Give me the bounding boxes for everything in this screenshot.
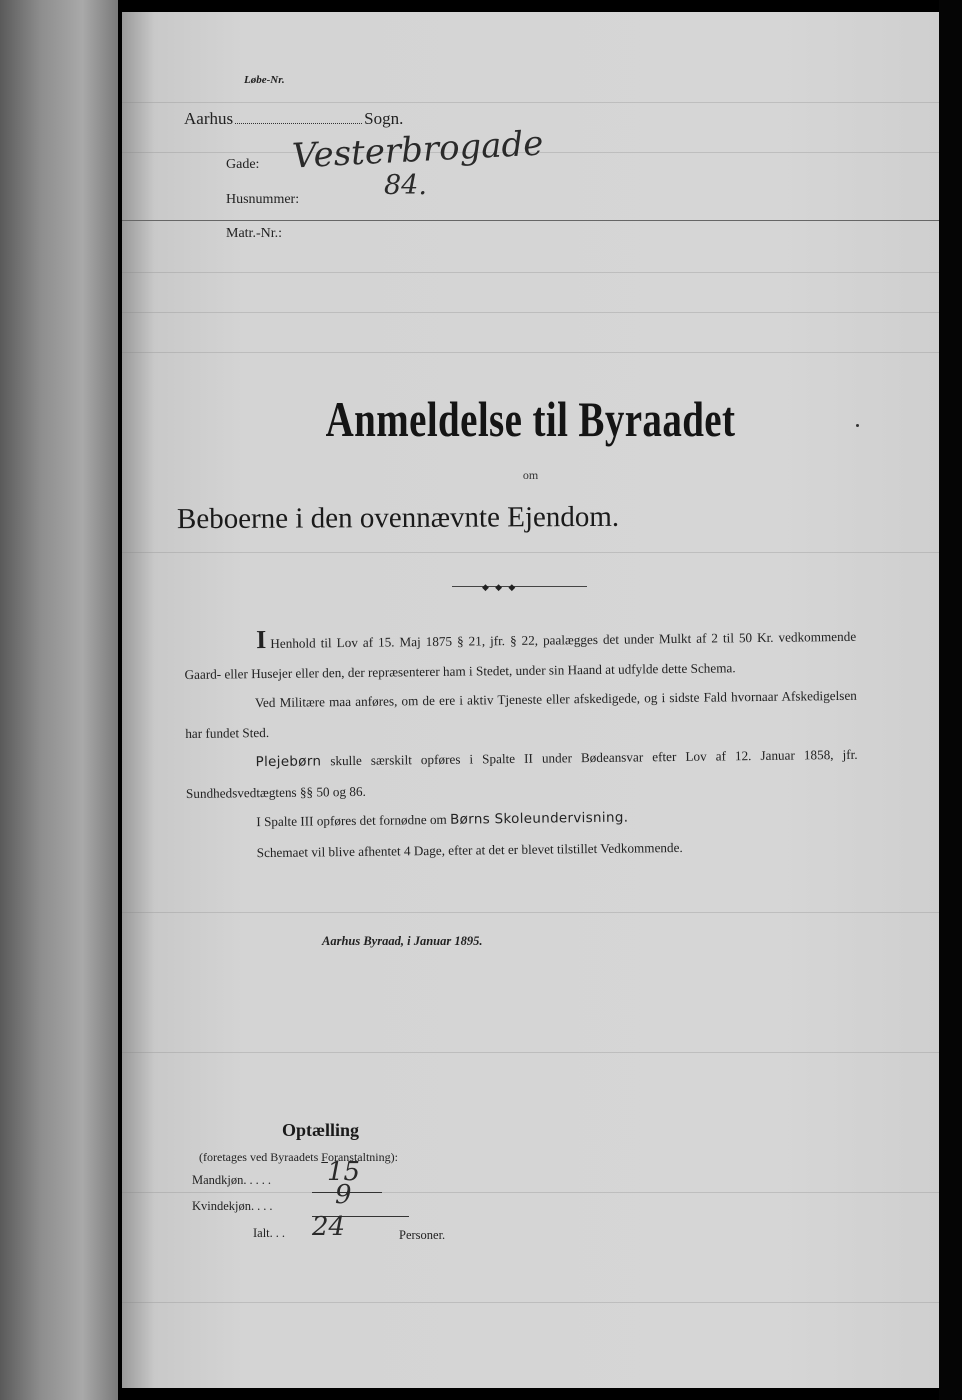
instructions-text [184,622,859,868]
paragraph-5: Schemaet vil blive afhentet 4 Dage, efter at det er blevet tilstillet Vedkommende. [256,839,683,860]
bleed-rule [122,352,939,353]
paragraph-4: I Spalte III opføres det fornødne om Børns Skoleundervisning. [256,809,629,830]
drop-cap: I [255,624,267,655]
count-title: Optælling [282,1120,360,1140]
matr-label: Matr.-Nr.: [226,226,282,241]
gade-label: Gade: [226,157,260,172]
bleed-rule [122,552,939,553]
mandkjon-row: Mandkjøn..... [192,1173,275,1187]
paper-speck [856,424,859,427]
document-title: Anmeldelse til Byraadet [325,391,736,447]
paragraph-1: I Henhold til Lov af 15. Maj 1875 § 21, jfr. § 22, paalægges det under Mulkt af 2 til 50 Kr. vedkommende Gaard- eller Husejer eller den, der repræsenterer ham i Stedet, under sin Haand at udfylde dette Schema. [184,624,857,682]
bleed-rule [122,312,939,313]
ialt-row: Ialt... [253,1226,289,1240]
sogn-label: Sogn. [364,109,404,128]
ornament-divider [452,582,587,590]
paragraph-2: Ved Militære maa anføres, om de ere i aktiv Tjeneste eller afskedigede, og i sidste Fald hvornaar Afskedigelsen har fundet Sted. [185,687,857,741]
city-label: Aarhus [184,109,234,128]
kvindekjon-value: 9 [335,1180,352,1210]
kvindekjon-row: Kvindekjøn.... [192,1199,276,1213]
parish-line [184,109,403,129]
count-subtitle: (foretages ved Byraadets Foranstaltning): [199,1150,398,1164]
gade-handwritten-value: Vesterbrogade [291,123,545,177]
document-page [122,12,939,1388]
ialt-value: 24 [312,1212,346,1242]
bleed-rule [122,1052,939,1053]
husnummer-label: Husnummer: [226,192,300,207]
bleed-rule [122,102,939,103]
right-border [939,0,962,1400]
personer-label: Personer. [399,1228,446,1242]
bleed-rule [122,272,939,273]
document-subtitle: Beboerne i den ovennævnte Ejendom. [176,500,620,536]
ornament-diamonds: ◆ ◆ ◆ [482,582,518,592]
ornament-line [452,586,587,587]
mandkjon-value: 15 [327,1157,361,1187]
bleed-rule [122,1302,939,1303]
bleed-rule [122,912,939,913]
signature-line: Aarhus Byraad, i Januar 1895. [322,934,483,948]
bleed-rule [122,1192,939,1193]
parish-dotted-line [235,113,362,124]
header-rule [122,220,939,221]
lobe-nr-label: Løbe-Nr. [244,74,285,86]
husnummer-handwritten-value: 84. [384,170,427,201]
paragraph-3: Plejebørn skulle særskilt opføres i Spalte II under Bødeansvar efter Lov af 12. Januar 1858, jfr. Sundhedsvedtægtens §§ 50 og 86. [185,746,858,801]
om-label: om [522,468,539,482]
left-page-edge [0,0,118,1400]
